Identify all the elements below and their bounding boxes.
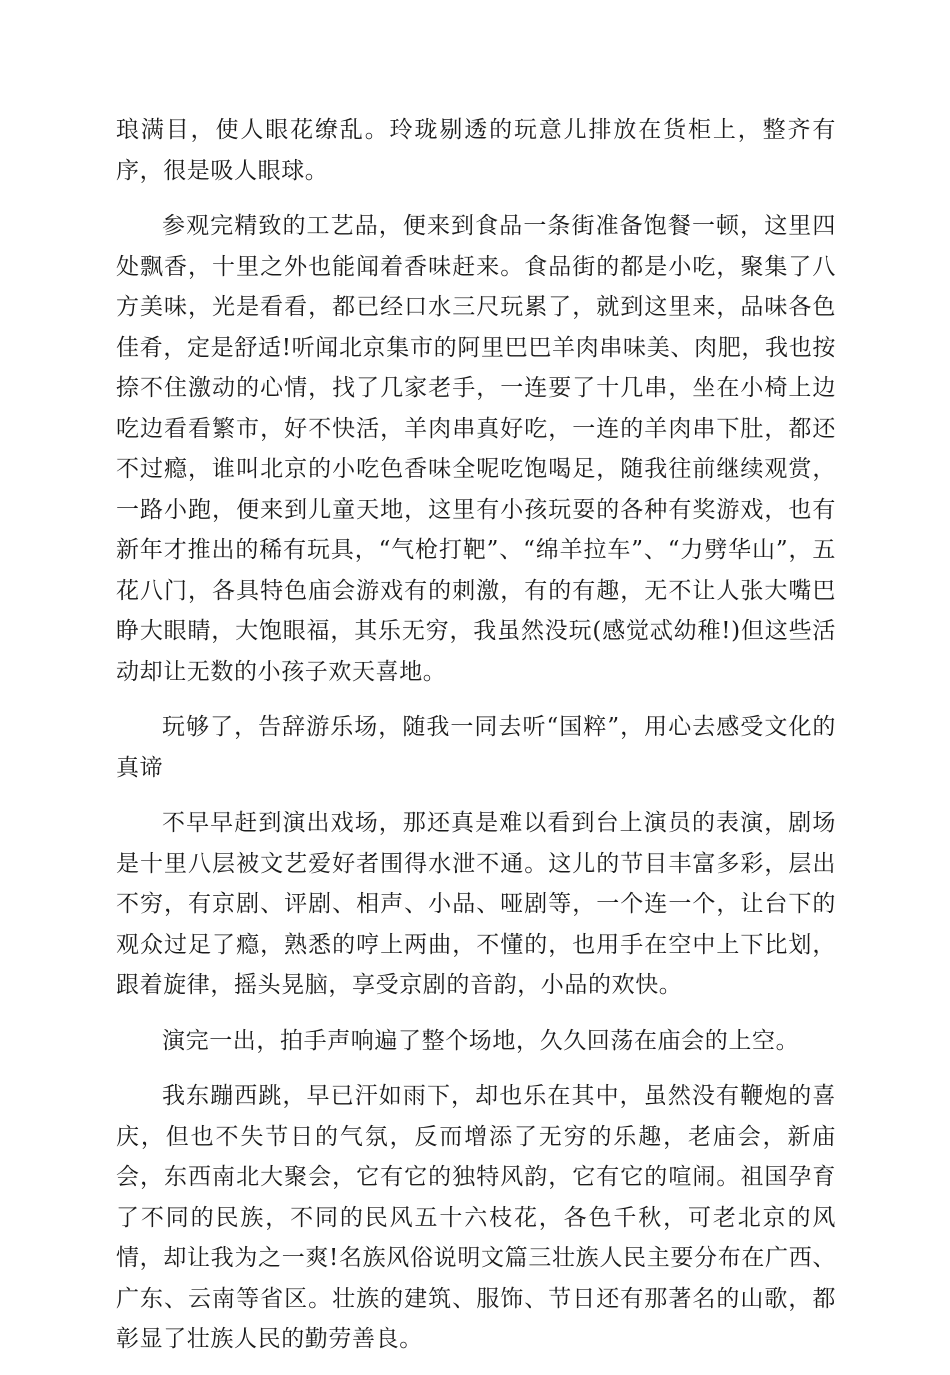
paragraph-6: 我东蹦西跳，早已汗如雨下，却也乐在其中，虽然没有鞭炮的喜庆，但也不失节日的气氛，反而增添了无穷的乐趣，老庙会，新庙会，东西南北大聚会，它有它的独特风韵，它有它的喧闹。祖国孕育了不同的民族，不同的民风五十六枝花，各色千秋，可老北京的风情，却让我为之一爽!名族风俗说明文篇三壮族人民主要分布在广西、广东、云南等省区。壮族的建筑、服饰、节日还有那著名的山歌，都彰显了壮族人民的勤劳善良。 bbox=[116, 1083, 836, 1352]
document-body bbox=[116, 110, 836, 1375]
paragraph-4: 不早早赶到演出戏场，那还真是难以看到台上演员的表演，剧场是十里八层被文艺爱好者围得水泄不通。这儿的节目丰富多彩，层出不穷，有京剧、评剧、相声、小品、哑剧等，一个连一个，让台下的观众过足了瘾，熟悉的哼上两曲，不懂的，也用手在空中上下比划，跟着旋律，摇头晃脑，享受京剧的音韵，小品的欢快。 bbox=[116, 810, 836, 998]
paragraph-1: 琅满目，使人眼花缭乱。玲珑剔透的玩意儿排放在货柜上，整齐有序，很是吸人眼球。 bbox=[116, 117, 836, 184]
paragraph-3: 玩够了，告辞游乐场，随我一同去听“国粹”，用心去感受文化的真谛 bbox=[116, 714, 836, 781]
paragraph-2: 参观完精致的工艺品，便来到食品一条街准备饱餐一顿，这里四处飘香，十里之外也能闻着香味赶来。食品街的都是小吃，聚集了八方美味，光是看看，都已经口水三尺玩累了，就到这里来，品味各色佳肴，定是舒适!听闻北京集市的阿里巴巴羊肉串味美、肉肥，我也按捺不住激动的心情，找了几家老手，一连要了十几串，坐在小椅上边吃边看看繁市，好不快活，羊肉串真好吃，一连的羊肉串下肚，都还不过瘾，谁叫北京的小吃色香味全呢吃饱喝足，随我往前继续观赏，一路小跑，便来到儿童天地，这里有小孩玩耍的各种有奖游戏，也有新年才推出的稀有玩具，“气枪打靶”、“绵羊拉车”、“力劈华山”，五花八门，各具特色庙会游戏有的刺激，有的有趣，无不让人张大嘴巴睁大眼睛，大饱眼福，其乐无穷，我虽然没玩(感觉忒幼稚!)但这些活动却让无数的小孩子欢天喜地。 bbox=[116, 213, 836, 685]
paragraph-5: 演完一出，拍手声响遍了整个场地，久久回荡在庙会的上空。 bbox=[162, 1027, 800, 1054]
